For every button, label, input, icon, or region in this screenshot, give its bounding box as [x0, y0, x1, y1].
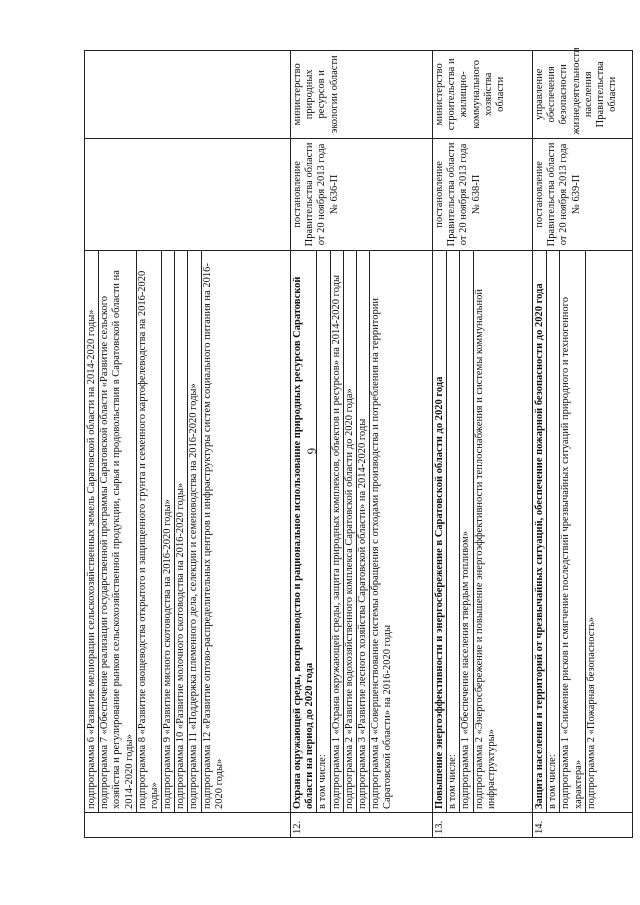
- subprogram-item: подпрограмма 12 «Развитие оптово-распределительных центров и инфраструктуры систем социального питания на 2016-2020 годы»: [201, 251, 226, 812]
- subprogram-item: подпрограмма 9 «Развитие мясного скотоводства на 2016-2020 годы»: [161, 251, 174, 812]
- row-number: 12.: [291, 812, 433, 837]
- document-cell: постановление Правительства области от 20 ноября 2013 года № 639-П: [533, 138, 633, 251]
- program-title: Защита населения и территорий от чрезвычайных ситуаций, обеспечение пожарной безопасности до 2020 года: [534, 283, 545, 809]
- executor-cell: министерство природных ресурсов и экологии области: [291, 51, 433, 139]
- row-number: 14.: [533, 812, 633, 837]
- subprogram-item: подпрограмма 1 «Снижение рисков и смягчение последствий чрезвычайных ситуаций природного и техногенного характера»: [559, 251, 584, 812]
- program-title: Повышение энергоэффективности и энергосбережение в Саратовской области до 2020 года: [434, 376, 445, 809]
- program-intro: в том числе:: [316, 251, 329, 812]
- subprogram-item: подпрограмма 8 «Развитие овощеводства открытого и защищенного грунта и семенного картофелеводства на 2016-2020 годы»: [136, 251, 161, 812]
- program-cell: [433, 251, 533, 813]
- subprogram-item: подпрограмма 2 «Пожарная безопасность»: [585, 251, 598, 812]
- executor-cell: министерство строительства и жилищно-коммунального хозяйства области: [433, 51, 533, 139]
- subprogram-item: подпрограмма 2 «Энергосбережение и повышение энергоэффективности теплоснабжения и системы коммунальной инфраструктуры»: [473, 251, 498, 812]
- subprogram-item: подпрограмма 7 «Обеспечение реализации государственной программы Саратовской области «Развитие сельского хозяйства и регулирование рынков сельскохозяйственной продукции, сырья и продовольствия в Саратовской области на 2014-2020 годы»: [98, 251, 136, 812]
- document-cell: постановление Правительства области от 20 ноября 2013 года № 638-П: [433, 138, 533, 251]
- executor-cell: [85, 51, 291, 139]
- executor-cell: управление обеспечения безопасности жизнедеятельности населения Правительства области: [533, 51, 633, 139]
- subprogram-item: подпрограмма 4 «Совершенствование системы обращения с отходами производства и потребления на территории Саратовской области» на 2016-2020 годы: [369, 251, 394, 812]
- subprogram-item: подпрограмма 11 «Поддержка племенного дела, селекции и семеноводства на 2016-2020 годы»: [187, 251, 200, 812]
- programs-table-wrapper: [84, 47, 632, 838]
- programs-table-rotator: [84, 47, 632, 838]
- subprogram-item: подпрограмма 3 «Развитие лесного хозяйства Саратовской области» на 2014-2020 годы: [356, 251, 369, 812]
- table-row: [433, 51, 533, 838]
- document-cell: [85, 138, 291, 251]
- row-number: 13.: [433, 812, 533, 837]
- program-cell: [291, 251, 433, 813]
- table-row: [85, 51, 291, 838]
- program-cell: [533, 251, 633, 813]
- table-row: [291, 51, 433, 838]
- page-number: 6: [304, 447, 320, 455]
- subprogram-item: подпрограмма 2 «Развитие водохозяйственного комплекса Саратовской области до 2020 года»: [343, 251, 356, 812]
- row-number: [85, 812, 291, 837]
- program-intro: в том числе:: [546, 251, 559, 812]
- table-row: [533, 51, 633, 838]
- program-cell: [85, 251, 291, 813]
- subprogram-item: подпрограмма 1 «Обеспечение населения твердым топливом»: [459, 251, 472, 812]
- programs-table: [84, 47, 633, 838]
- program-intro: в том числе:: [446, 251, 459, 812]
- document-cell: постановление Правительства области от 20 ноября 2013 года № 636-П: [291, 138, 433, 251]
- subprogram-item: подпрограмма 1 «Охрана окружающей среды, защита природных комплексов, объектов и ресурсов» на 2014-2020 годы: [330, 251, 343, 812]
- program-title: Охрана окружающей среды, воспроизводство и рациональное использование природных ресурсов Саратовской области на период до 2020 года: [292, 276, 316, 809]
- subprogram-item: подпрограмма 10 «Развитие молочного скотоводства на 2016-2020 годы»: [174, 251, 187, 812]
- subprogram-item: подпрограмма 6 «Развитие мелиорации сельскохозяйственных земель Саратовской области на 2014-2020 годы»: [86, 309, 97, 809]
